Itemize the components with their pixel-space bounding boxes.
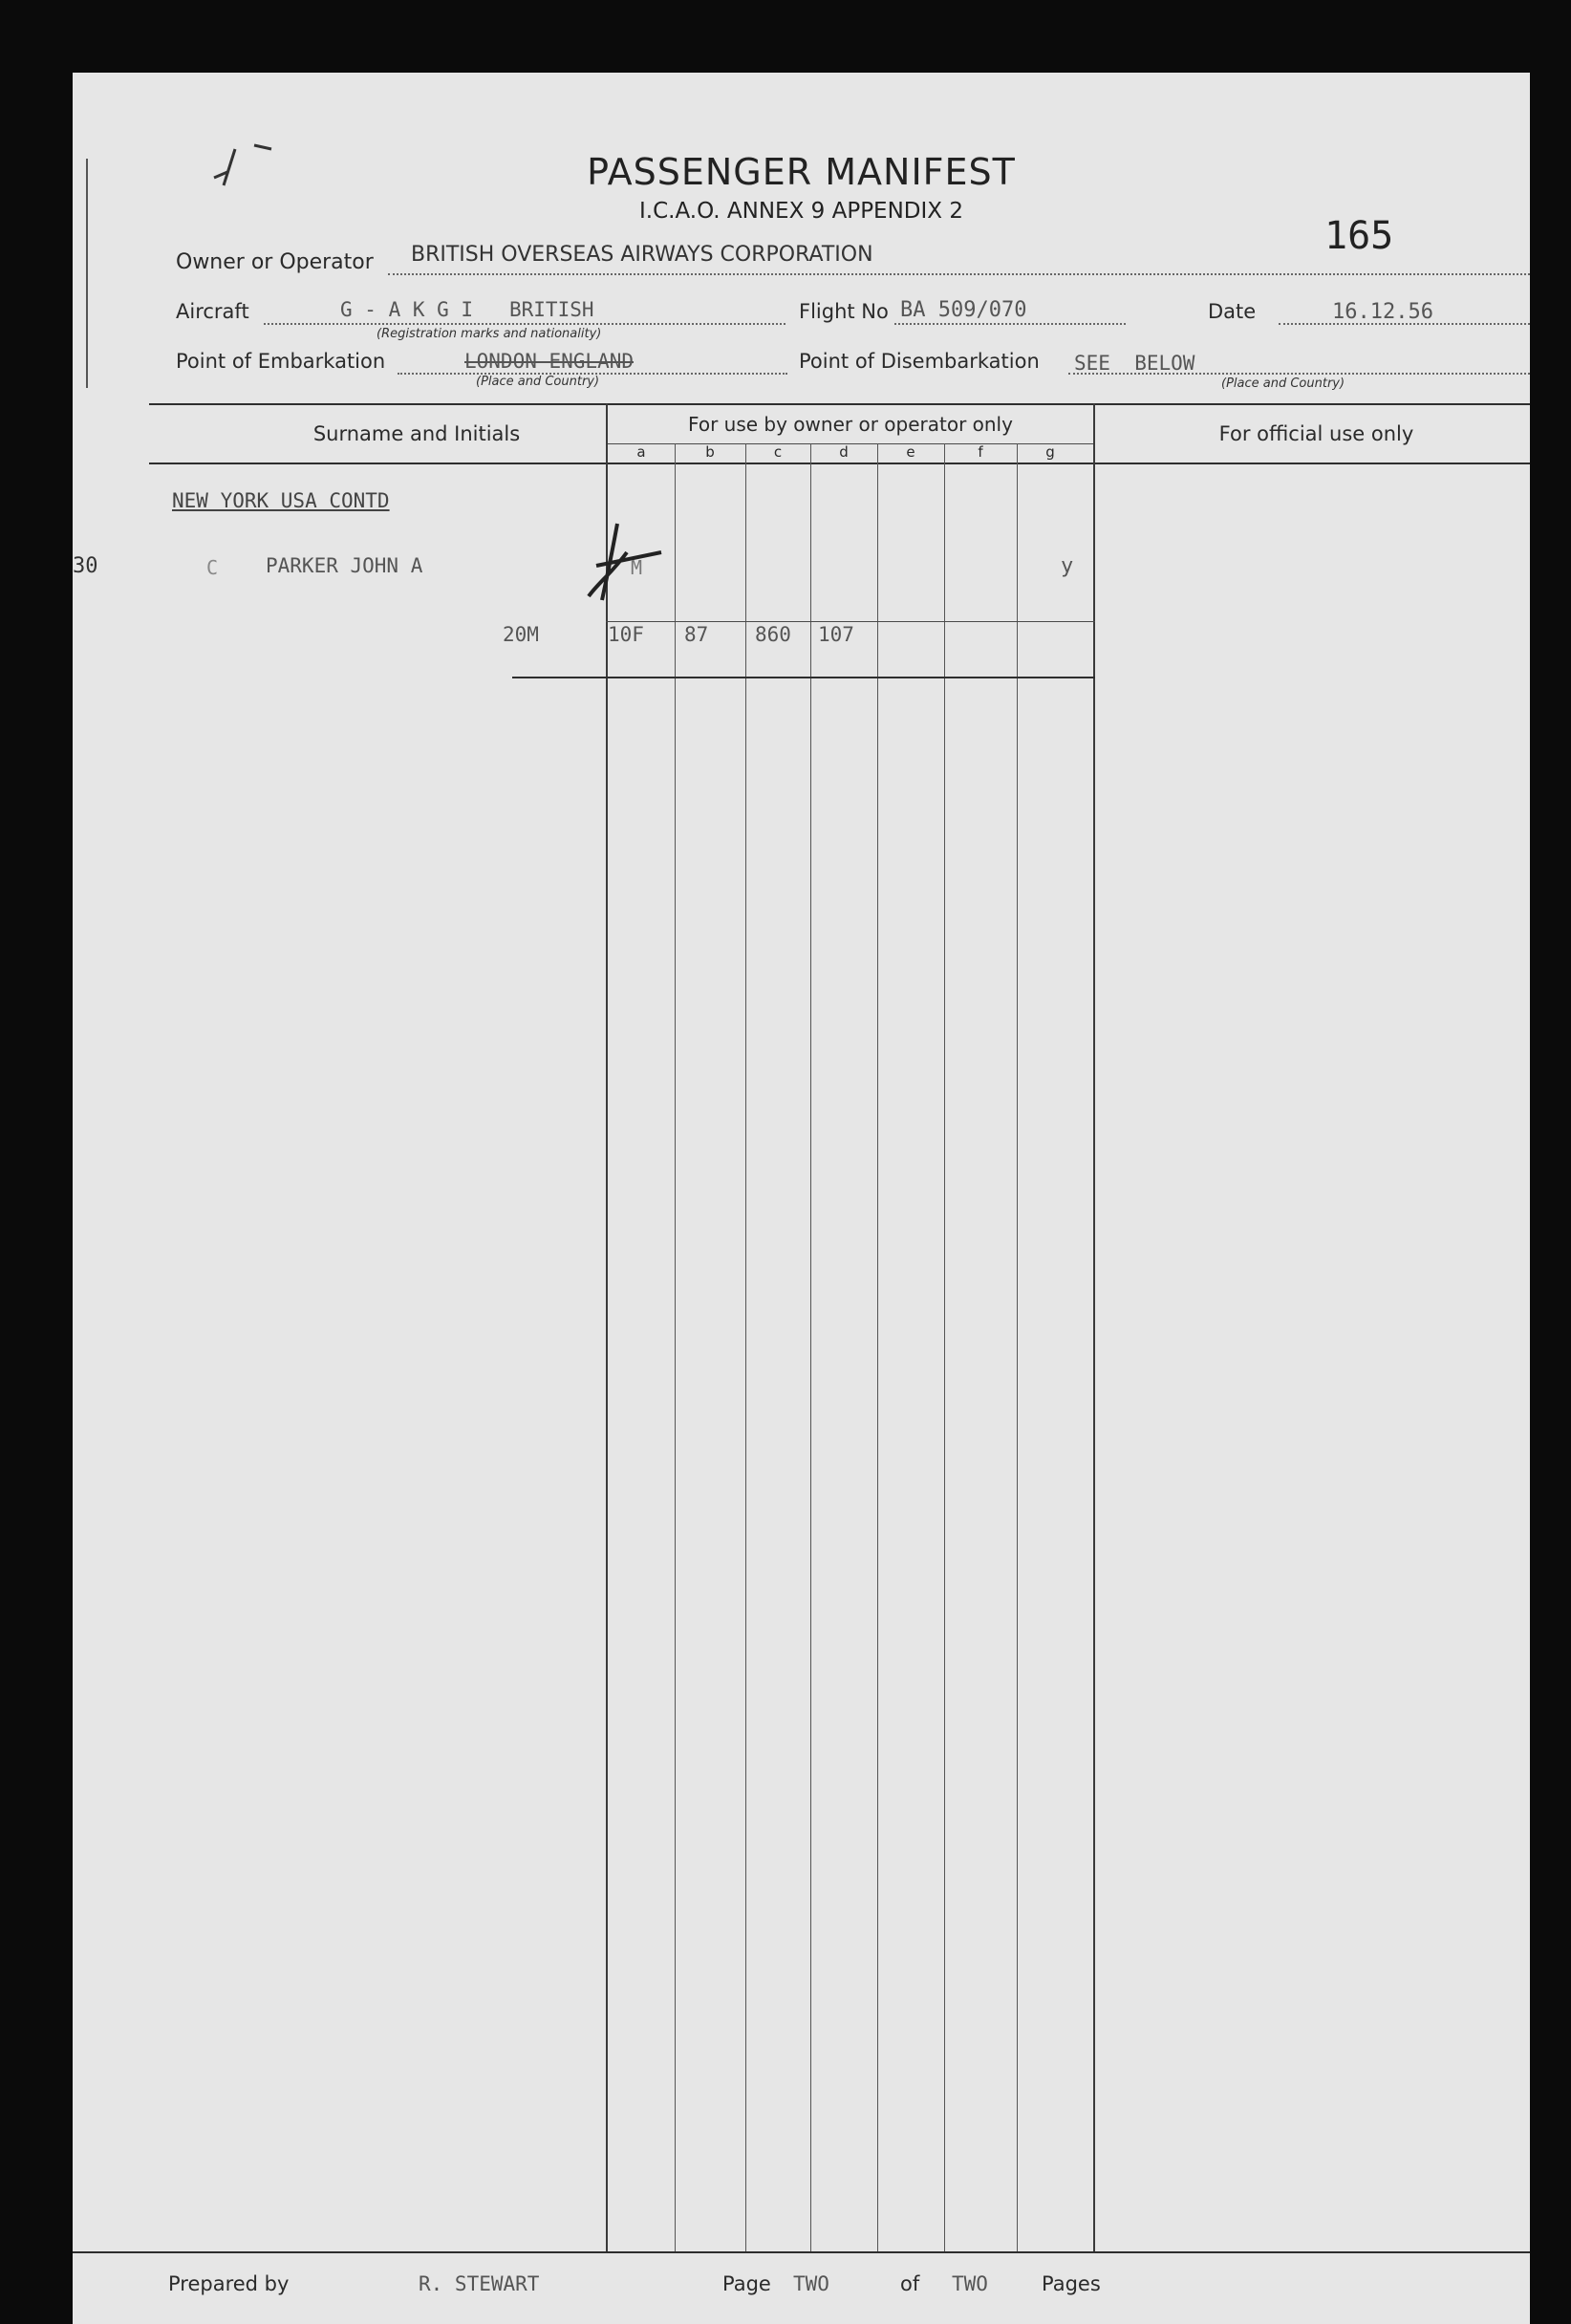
row-col-g: y — [1061, 554, 1074, 578]
table-top-rule — [149, 403, 1530, 405]
totals-b: 87 — [684, 623, 709, 646]
totals-d: 107 — [818, 623, 854, 646]
aircraft-line — [264, 323, 786, 325]
footer-prepared-value: R. STEWART — [419, 2272, 540, 2295]
disembarkation-line — [1068, 373, 1530, 375]
flight-line — [894, 323, 1126, 325]
totals-a: 10F — [608, 623, 644, 646]
owner-label: Owner or Operator — [176, 250, 374, 274]
embarkation-label: Point of Embarkation — [176, 350, 386, 373]
passenger-name: PARKER JOHN A — [266, 554, 423, 577]
flight-value: BA 509/070 — [900, 298, 1027, 322]
footer-page-value: TWO — [793, 2272, 829, 2295]
subcol-e: e — [906, 443, 915, 461]
subcol-c: c — [773, 443, 783, 461]
col-surname-header: Surname and Initials — [312, 422, 521, 445]
embarkation-note: (Place and Country) — [476, 375, 600, 389]
totals-bottom-rule — [512, 677, 1095, 678]
footer-page-label: Page — [722, 2272, 771, 2295]
footer-prepared-label: Prepared by — [168, 2272, 290, 2295]
totals-label: 20M — [503, 623, 539, 646]
disembarkation-label: Point of Disembarkation — [799, 350, 1040, 373]
page-title: PASSENGER MANIFEST — [587, 151, 1016, 193]
col-rule-8 — [1093, 403, 1095, 2251]
subcol-a: a — [636, 443, 646, 461]
col-owner-use-header: For use by owner or operator only — [688, 413, 1013, 436]
page-subtitle: I.C.A.O. ANNEX 9 APPENDIX 2 — [639, 199, 963, 224]
table-bottom-rule — [73, 2251, 1530, 2253]
date-line — [1279, 323, 1530, 325]
totals-top-rule — [606, 621, 1095, 622]
col-rule-7 — [1017, 443, 1018, 2251]
aircraft-label: Aircraft — [176, 300, 249, 323]
embarkation-value: LONDON ENGLAND — [464, 350, 635, 373]
footer-pages-label: Pages — [1042, 2272, 1101, 2295]
disembarkation-value: SEE BELOW — [1074, 352, 1195, 375]
footer-of-label: of — [900, 2272, 920, 2295]
row-col-a: M — [631, 556, 643, 579]
subcol-g: g — [1045, 443, 1055, 461]
subcol-f: f — [978, 443, 983, 461]
margin-mark — [86, 159, 88, 388]
aircraft-value: G - A K G I BRITISH — [340, 298, 594, 321]
col-rule-4 — [810, 443, 811, 2251]
subcol-b: b — [705, 443, 715, 461]
date-value: 16.12.56 — [1332, 300, 1433, 324]
row-mark: C — [206, 556, 219, 579]
handwritten-mark — [570, 516, 665, 612]
col-rule-6 — [944, 443, 945, 2251]
disembarkation-note: (Place and Country) — [1221, 377, 1345, 391]
col-rule-1 — [606, 403, 608, 2251]
col-official-header: For official use only — [1218, 422, 1414, 445]
footer-of-value: TWO — [952, 2272, 988, 2295]
aircraft-note: (Registration marks and nationality) — [377, 327, 602, 341]
sheet-number: 165 — [1324, 214, 1394, 258]
col-rule-3 — [745, 443, 746, 2251]
section-heading: NEW YORK USA CONTD — [172, 489, 390, 512]
date-label: Date — [1208, 300, 1257, 323]
owner-value: BRITISH OVERSEAS AIRWAYS CORPORATION — [411, 243, 873, 267]
subcol-d: d — [839, 443, 849, 461]
owner-line — [388, 273, 1530, 275]
flight-label: Flight No — [799, 300, 889, 323]
row-number: 30 — [73, 554, 98, 578]
manifest-sheet — [73, 73, 1530, 2324]
col-rule-2 — [675, 443, 676, 2251]
col-rule-5 — [877, 443, 878, 2251]
table-header-rule — [149, 463, 1530, 464]
totals-c: 860 — [755, 623, 791, 646]
